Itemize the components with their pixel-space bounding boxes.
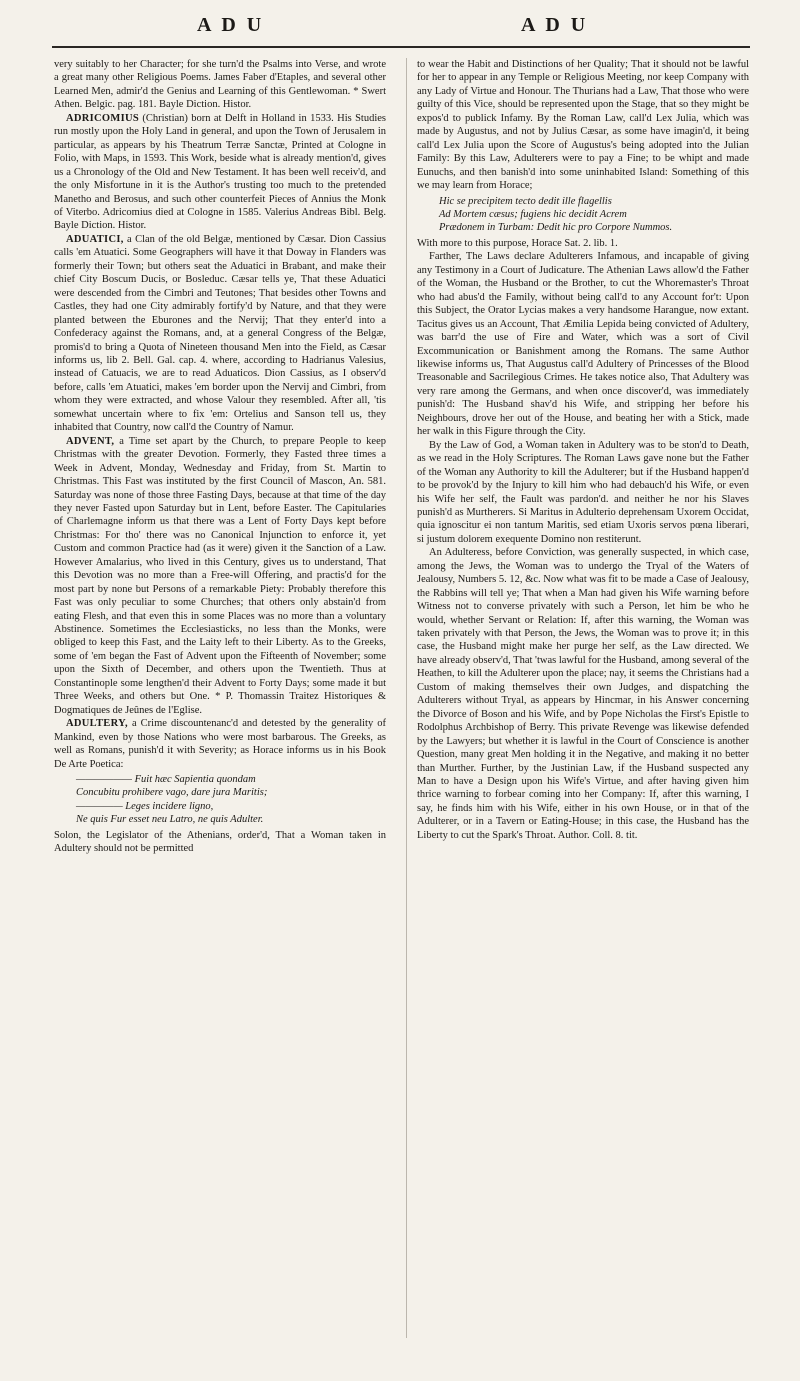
verse-quote xyxy=(417,195,749,235)
verse-line: Prædonem in Turbam: Dedit hic pro Corpore Nummos. xyxy=(439,222,673,234)
verse-quote xyxy=(54,773,386,827)
running-head-left: A D U xyxy=(197,14,265,36)
paragraph: By the Law of God, a Woman taken in Adultery was to be ston'd to Death, as we read in the Holy Scriptures. The Roman Laws gave none but the Father of the Woman any Authority to kill the Adulterer; but if the Husband happen'd to be provok'd by the Injury to kill him who had debauch'd his Wife, or even his Wife her self, the Fault was pardon'd. and neither he nor his Slaves punish'd as Murtherers. Si Maritus in Adulterio deprehensam Uxorem Occidat, quia ignoscitur ei non tantum Maritis, sed etiam Uxoris servos pœna liberari, si justum dolorem exequente Domino non restiterunt. xyxy=(417,439,749,545)
verse-line: ————— Leges incidere ligno, xyxy=(76,800,214,812)
verse-line: Concubitu prohibere vago, dare jura Maritis; xyxy=(76,787,268,799)
dictionary-entry xyxy=(54,233,386,435)
verse-line: Ne quis Fur esset neu Latro, ne quis Adulter. xyxy=(76,814,264,826)
paragraph: An Adulteress, before Conviction, was generally suspected, in which case, among the Jews, the Woman was to undergo the Tryal of the Waters of Jealousy, Numbers 5. 12, &c. Now what was fit to be made a Case of Jealousy, the Rabbins will tell ye; That when a Man had given his Wife warning before Witness not to converse privately with such a Person, let him be who he would, whether Servant or Relation: If, after this warning, the Woman was taken privately with that Person, the Jews, the Woman was to prove it; in this case, the Husband might make her purge her self, as the Law directed. We have already observ'd, That 'twas lawful for the Husband, among several of the Heathen, to kill the Adulterer upon the place; nay, it seems the Christians had a Custom of making themselves their own Judges, and dispatching the Adulterers without Tryal, as appears by Hincmar, in his Answer concerning the Divorce of Boson and his Wife, and by Pope Nicholas the First's Epistle to Rodolphus Archbishop of Berry. This private Revenge was likewise defended by the Lawyers; but whether it is lawful in the Court of Conscience is another Question, many great Men holding it in the Negative, and making it no better than Murther. Further, by the Justinian Law, if the Husband suspected any Man to have a Design upon his Wife's Virtue, and after having given him thrice warning to forbear coming into her Company: If, after this warning, I say, he finds him with his Wife, either in his own House, or in that of the Adulterer, or in a Tavern or Eating-House; in this case, the Husband has the Liberty to cut the Spark's Throat. Author. Coll. 8. tit. xyxy=(417,547,749,841)
entry-headword: ADULTERY, xyxy=(66,718,128,730)
verse-line: Hic se precipitem tecto dedit ille flagellis xyxy=(439,195,612,207)
verse-line: Ad Mortem cæsus; fugiens hic decidit Acrem xyxy=(439,208,627,220)
paragraph: to wear the Habit and Distinctions of her Quality; That it should not be lawful for her to appear in any Temple or Religious Meeting, nor keep Company with any Lady of Virtue and Honour. The Thurians had a Law, That those who were guilty of this Vice, should be represented upon the Stage, that so they might be expos'd to publick Infamy. By the Roman Law, call'd Lex Julia, which was made by Augustus, and not by Julius Cæsar, as some have imagin'd, it being call'd Lex Julia upon the Score of Augustus's being adopted into the Julian Family: By this Law, Adulterers were to pay a Fine; to be whipt and made Eunuchs, and then banish'd into some uninhabited Island: Something of this we may learn from Horace; xyxy=(417,59,749,192)
dictionary-entry xyxy=(54,435,386,718)
paragraph: With more to this purpose, Horace Sat. 2. lib. 1. xyxy=(417,237,618,249)
dictionary-entry xyxy=(54,112,386,233)
paragraph: Solon, the Legislator of the Athenians, order'd, That a Woman taken in Adultery should not be permitted xyxy=(54,829,386,855)
running-head-right: A D U xyxy=(521,14,589,36)
entry-headword: ADUATICI, xyxy=(66,233,124,245)
entry-headword: ADRICOMIUS xyxy=(66,112,140,124)
paragraph: very suitably to her Character; for she turn'd the Psalms into Verse, and wrote a great many other Religious Poems. James Faber d'Etaples, and several other Learned Men, admir'd the Genius and Learning of this Gentlewoman. * Swert Athen. Belgic. pag. 181. Bayle Diction. Histor. xyxy=(54,59,386,111)
left-column xyxy=(54,58,386,856)
header-rule xyxy=(52,46,750,48)
verse-line: —————— Fuit hæc Sapientia quondam xyxy=(76,774,256,786)
paragraph: Farther, The Laws declare Adulterers Infamous, and incapable of giving any Testimony in a Court of Judicature. The Athenian Laws allow'd the Father of the Woman, the Husband or the Brother, to cut the Whoremaster's Throat who had abus'd the Family, without being call'd to any Account for't: Upon this Subject, the Orator Lycias makes a very handsome Harangue, now extant. Tacitus gives us an Account, That Æmilia Lepida being convicted of Adultery, was barr'd the use of Fire and Water, which was a sort of Civil Excommunication or Banishment among the Romans. The same Author likewise informs us, That Augustus call'd Adultery of Princesses of the Blood Treasonable and Sacrilegious Crimes. He takes notice also, That Adultery was very rare among the Germans, and when once discover'd, was immediately punish'd: The Husband shav'd his Wife, and stripping her before his Neighbours, drove her out of the House, and beating her with a Stick, made her walk in this Figure through the City. xyxy=(417,251,749,438)
entry-text: a Time set apart by the Church, to prepare People to keep Christmas with the greater Devotion. Formerly, they Fasted three times a Week in Advent, Monday, Wednesday and Friday, from St. Martin to Christmas. This Fast was instituted by the first Council of Mascon, An. 581. Saturday was none of those three Fasting Days, because at that time of the day they never Fasted upon Saturday but in Lent, before Easter. The Capitularies of Charlemagne inform us that there was a Lent of Forty Days kept before Christmas: For tho' there was no Canonical Injunction to enforce it, yet Custom and common Practice had (as it were) given it the Sanction of a Law. However Amalarius, who lived in this Century, gives us to understand, That this Devotion was no more than a Free-will Offering, and practis'd for the most part by none but Persons of a remarkable Piety: Probably therefore this Fast was only peculiar to some Churches; that others only abstain'd from eating Flesh, and that even this in some Places was no more than a voluntary Abstinence. Sometimes the Ecclesiasticks, no less than the Monks, were obliged to keep this Fast, and the Laity left to their Liberty. As to the Greeks, some of 'em began the Fast of Advent upon the Fifteenth of November; some upon the Sixth of December, and others upon the Twentieth. Thus at Constantinople some lengthen'd their Advent to Forty Days; some made it but Three Weeks, and others but One. * P. Thomassin Traitez Historiques & Dogmatiques de Jeûnes de l'Eglise. xyxy=(54,435,386,716)
dictionary-entry xyxy=(54,717,386,771)
entry-headword: ADVENT, xyxy=(66,435,115,447)
right-column xyxy=(417,58,749,842)
page-header xyxy=(0,0,800,48)
entry-text: a Clan of the old Belgæ, mentioned by Cæsar. Dion Cassius calls 'em Atuatici. Some Geographers will have it that Doway in Flanders was formerly their Town; but others seat the Aduatici in Brabant, and make their chief City Boscum Ducis, or Bosleduc. Cæsar tells ye, That these Aduatici were descended from the Cimbri and Teutones; That besides other Towns and Castles, they had one City admirably fortify'd by Nature, and that they were planted between the Eburones and the Nervij; That they enter'd into a Confederacy against the Romans, and, at a general Congress of the Belgæ, promis'd to bring a Quota of Nineteen thousand Men into the Field, as Cæsar informs us, lib 2. Bell. Gal. cap. 4. where, according to Hadrianus Valesius, instead of Catuacis, we are to read Aduaticos. Dion Cassius, as I observ'd before, calls 'em Atuatici, makes 'em border upon the Nervij and Cimbri, from whom they were extracted, and whose Valour they resembled. After all, 'tis somewhat uncertain where to fix 'em: Ortelius and Sanson tell us, they inhabited that Country, now call'd the Country of Namur. xyxy=(54,233,386,434)
column-divider xyxy=(406,58,407,1338)
entry-text: (Christian) born at Delft in Holland in 1533. His Studies run mostly upon the Holy Land in general, and upon the Town of Jerusalem in particular, as appears by his Theatrum Terræ Sanctæ, Printed at Cologne in Folio, with Maps, in 1593. This Work, beside what is already mention'd, gives us a Chronology of the Old and New Testament. It has been well receiv'd, and the only Misfortune in it is the Author's trusting too much to the pretended Manetho and Berosus, and such other counterfeit Pieces of Annius the Monk of Viterbo. Adricomius died at Cologne in 1585. Valerius Andreas Bibl. Belg. Bayle Diction. Histor. xyxy=(54,112,386,232)
entry-text: a Crime discountenanc'd and detested by the generality of Mankind, even by those Nations who were most barbarous. The Greeks, as well as Romans, punish'd it with Severity; as Horace informs us in his Book De Arte Poetica: xyxy=(54,718,386,770)
